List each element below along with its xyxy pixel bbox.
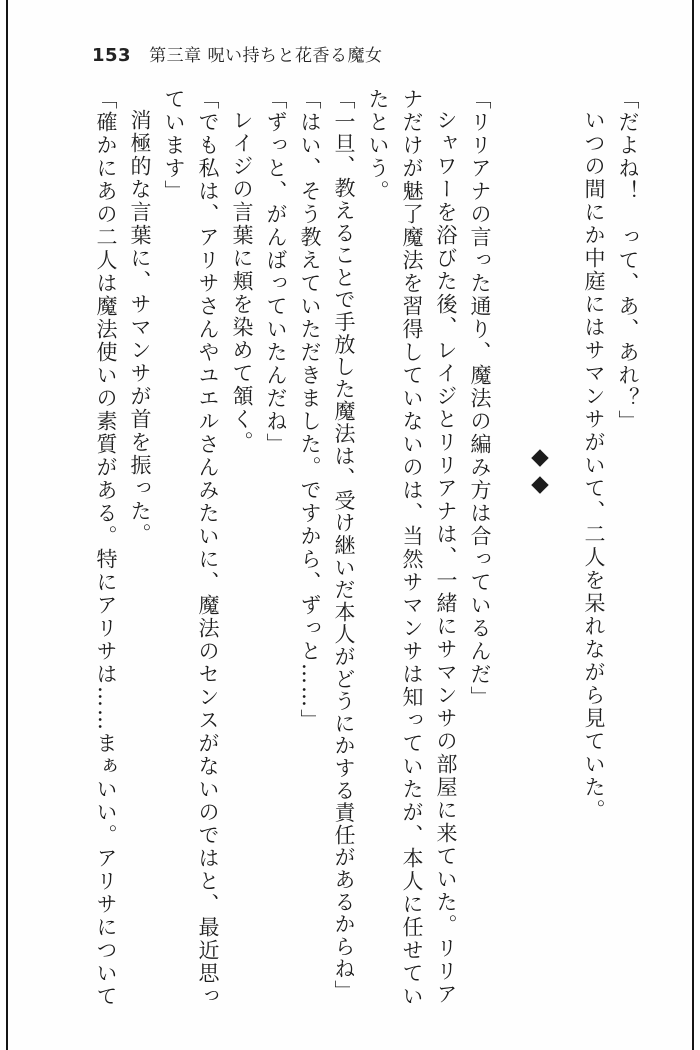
left-border-line xyxy=(6,0,8,1050)
paragraph: いつの間にか中庭にはサマンサがいて、二人を呆れながら見ていた。 xyxy=(582,109,606,822)
paragraph: 「リリアナの言った通り、魔法の編み方は合っているんだ」 xyxy=(468,88,492,709)
paragraph: 「確かにあの二人は魔法使いの素質がある。特にアリサは……まぁいい。アリサについて xyxy=(94,88,118,1008)
scene-break-diamonds: ◆◆ xyxy=(527,444,553,498)
paragraph: 消極的な言葉に、サマンサが首を振った。 xyxy=(128,109,152,546)
paragraph: 「一旦、教えることで手放した魔法は、受け継いだ本人がどうにかする責任があるからね」 xyxy=(332,88,356,1003)
paragraph: 「ずっと、がんばっていたんだね」 xyxy=(264,88,288,456)
body-text xyxy=(89,88,645,1010)
page-number: 153 xyxy=(92,45,132,66)
paragraph: 「はい、そう教えていただきました。ですから、ずっと……」 xyxy=(298,88,322,732)
chapter-title: 第三章 呪い持ちと花香る魔女 xyxy=(149,46,383,66)
paragraph: 「でも私は、アリサさんやユエルさんみたいに、魔法のセンスがないのではと、最近思っています」 xyxy=(162,88,220,1008)
paragraph: レイジの言葉に頬を染めて頷く。 xyxy=(230,109,254,454)
paragraph: 「だよね！ って、あ、あれ？」 xyxy=(616,88,640,433)
paragraph: シャワーを浴びた後、レイジとリリアナは、一緒にサマンサの部屋に来ていた。リリアナだけが魅了魔法を習得していないのは、当然サマンサは知っていたが、本人に任せていたという。 xyxy=(366,88,458,1008)
right-border-line xyxy=(692,0,694,1050)
running-header xyxy=(92,41,382,66)
